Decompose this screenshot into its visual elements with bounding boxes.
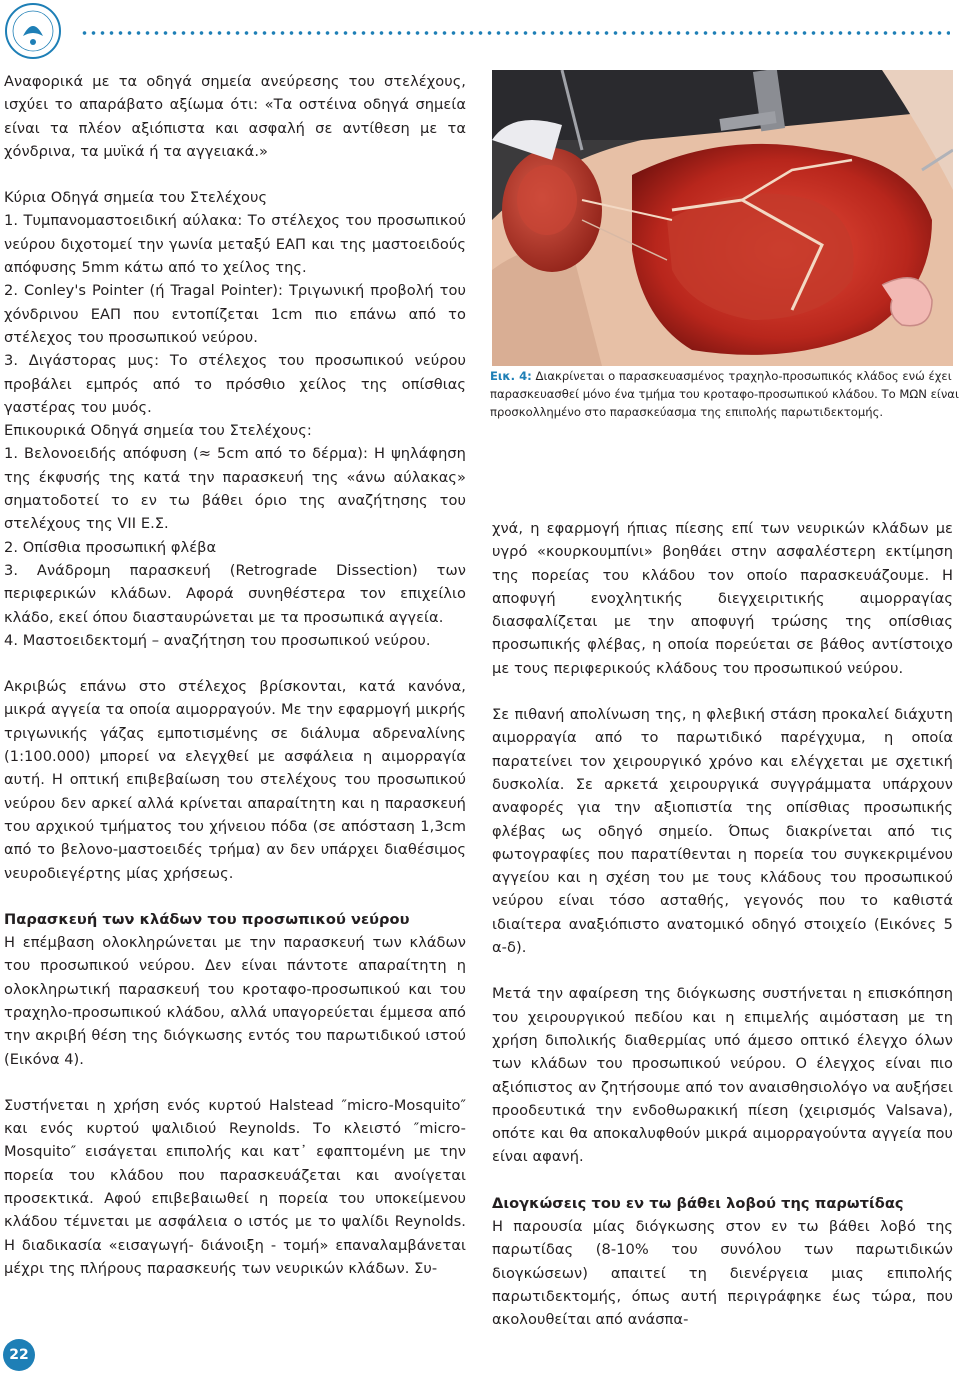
mosquito-paragraph: Συστήνεται η χρήση ενός κυρτού Halstead ″micro-Mosquito″ και ενός κυρτού ψαλιδιού Reynolds. Το κλειστό ″micro-Mosquito″ εισάγεται επιπολής και κατ᾽ εφαπτομένη με την πορεία του κλάδου που παρασκευάζεται και ανοίγεται προσεκτικά. Αφού επιβεβαιωθεί η πορεία του υποκείμενου κλάδου τέμνεται με ασφάλεια ο ιστός με το ψαλίδι Reynolds. Η διαδικασία «εισαγωγή- διάνοιξη - τομή» επαναλαμβάνεται μέχρι της πλήρους παρασκευής των νευρικών κλάδων. Συ-	[4, 1096, 466, 1277]
deep-lobe-paragraph: Η παρουσία μίας διόγκωσης στον εν τω βάθει λοβό της παρωτίδας (8-10% του συνόλου των παρωτιδικών διογκώσεων) απαιτεί τη διενέργεια μιας επιπολής παρωτιδεκτομής, όπως αυτή περιγράφηκε έως τώρα, που ακολουθείται από ανάσπα-	[492, 1218, 953, 1329]
surgical-photo	[492, 70, 953, 366]
right-paragraph-1: χνά, η εφαρμογή ήπιας πίεσης επί των νευρικών κλάδων με υγρό «κουρκουμπίνι» βοηθάει στην ασφαλέστερη εκτίμηση της πορείας του κλάδου τον οποίο παρασκευάζουμε. Η αποφυγή ενοχλητικής διεγχειριτικής αιμορραγίας διασφαλίζεται με την αποφυγή τρώσης της οπίσθιας προσωπικής φλέβας, η οποία πορεύεται σε βάθος αντίστοιχο με τους περιφερικούς κλάδους του προσωπικού νεύρου.	[492, 520, 953, 677]
right-paragraph-2: Σε πιθανή απολίνωση της, η φλεβική στάση προκαλεί διάχυτη αιμορραγία από το παρωτιδικό παρέγχυμα, η οποία παρατείνει τον χειρουργικό χρόνο και ελέγχεται με σχετική δυσκολία. Σε αρκετά χειρουργικά συγγράμματα υπάρχουν αναφορές για την αξιοπιστία της οπίσθιας προσωπικής φλέβας ως οδηγό σημείο. Όπως διακρίνεται από τις φωτογραφίες που παρατίθενται η πορεία του συγκεκριμένου αγγείου και η σχέση του με τους κλάδους του προσωπικού νεύρου είναι τόσο ασταθής, γεγονός που το καθιστά ιδιαίτερα αναξιόπιστο ανατομικό οδηγό στοιχείο (Εικόνες 5 α-δ).	[492, 706, 953, 957]
right-paragraph-3: Μετά την αφαίρεση της διόγκωσης συστήνεται η επισκόπηση του χειρουργικού πεδίου και η επιμελής αιμόσταση με τη χρήση διπολικής διαθερμίας υπό άμεσο οπτικό έλεγχο όλων των κλάδων του προσωπικού νεύρου. Ο έλεγχος είναι πιο αξιόπιστος αν ζητήσουμε από τον αναισθησιολόγο να αυξήσει προοδευτικά την ενδοθωρακική πίεση (χειρισμός Valsava), οπότε και θα αποκαλυφθούν μικρά αιμορραγούντα αγγεία που είναι αφανή.	[492, 985, 953, 1166]
header-dotted-rule	[80, 30, 950, 36]
aux-landmark-2: 2. Οπίσθια προσωπική φλέβα	[4, 538, 217, 556]
deep-lobe-heading: Διογκώσεις του εν τω βάθει λοβού της παρωτίδας	[492, 1194, 904, 1212]
aux-landmarks-heading: Επικουρικά Οδηγά σημεία του Στελέχους:	[4, 422, 312, 440]
branches-heading: Παρασκευή των κλάδων του προσωπικού νεύρου	[4, 910, 410, 928]
figure-caption-text: Διακρίνεται ο παρασκευασμένος τραχηλο-προσωπικός κλάδος ενώ έχει παρασκευασθεί μόνο ένα τμήμα του κροταφο-προσωπικού κλάδου. Το ΜΩΝ είναι προσκολλημένο στο παρασκεύασμα της επιπολής παρωτιδεκτομής.	[490, 369, 959, 419]
page-number: 22	[3, 1339, 35, 1371]
aux-landmark-1: 1. Βελονοειδής απόφυση (≈ 5cm από το δέρμα): Η ψηλάφηση της έκφυσής της κατά την παρασκευή της «άνω αύλακας» σηματοδοτεί το εν τω βάθει όριο της αναζήτησης του στελέχους της VII Ε.Σ.	[4, 445, 466, 533]
branches-paragraph: Η επέμβαση ολοκληρώνεται με την παρασκευή των κλάδων του προσωπικού νεύρου. Δεν είναι πάντοτε απαραίτητη η ολοκληρωτική παρασκευή του κροταφο-προσωπικού και του τραχηλο-προσωπικού κλάδου, αλλά υπαγορεύεται έμμεσα από την ακριβή θέση της διόγκωσης εντός του παρωτιδικού ιστού (Εικόνα 4).	[4, 934, 466, 1068]
aux-landmark-3: 3. Ανάδρομη παρασκευή (Retrograde Dissection) των περιφερικών κλάδων. Αφορά συνηθέστερα τον επιχείλιο κλάδο, εκεί όπου διασταυρώνεται με τα προσωπικά αγγεία.	[4, 561, 466, 626]
society-logo	[4, 2, 62, 60]
right-column	[492, 517, 953, 1332]
main-landmark-3: 3. Διγάστορας μυς: Το στέλεχος του προσωπικού νεύρου προβάλει εμπρός από το πρόσθιο χείλος της οπίσθιας γαστέρας του μυός.	[4, 352, 466, 416]
aux-landmark-4: 4. Μαστοειδεκτομή – αναζήτηση του προσωπικού νεύρου.	[4, 631, 431, 649]
figure-caption	[490, 368, 960, 421]
left-column	[4, 70, 466, 1280]
figure-label: Εικ. 4:	[490, 369, 532, 383]
intro-paragraph: Αναφορικά με τα οδηγά σημεία ανεύρεσης του στελέχους, ισχύει το απαράβατο αξίωμα ότι: «Τα οστέινα οδηγά σημεία είναι τα πλέον αξιόπιστα και ασφαλή σε αντίθεση με τα χόνδρινα, τα μυϊκά ή τα αγγειακά.»	[4, 73, 466, 160]
main-landmark-1: 1. Τυμπανομαστοειδική αύλακα: Το στέλεχος του προσωπικού νεύρου διχοτομεί την γωνία μεταξύ ΕΑΠ και της μαστοειδούς απόφυσης 5mm κάτω από το χείλος της.	[4, 212, 466, 277]
main-landmarks-heading: Κύρια Οδηγά σημεία του Στελέχους	[4, 189, 268, 207]
vessels-paragraph: Ακριβώς επάνω στο στέλεχος βρίσκονται, κατά κανόνα, μικρά αγγεία τα οποία αιμορραγούν. Με την εφαρμογή μικρής τριγωνικής γάζας εμποτισμένης σε διάλυμα αδρεναλίνης (1:100.000) μπορεί να ελεγχθεί με ασφάλεια η αιμορραγία αυτή. Η οπτική επιβεβαίωση του στελέχους του προσωπικού νεύρου δεν αρκεί αλλά κρίνεται απαραίτητη και η παρασκευή του αρχικού τμήματος του χήνειου πόδα (σε απόσταση 1,3cm από το βελονο-μαστοειδές τρήμα) αν δεν υπάρχει διαθέσιμος νευροδιεγέρτης μίας χρήσεως.	[4, 678, 466, 882]
main-landmark-2: 2. Conley's Pointer (ή Tragal Pointer): Τριγωνική προβολή του χόνδρινου ΕΑΠ που εντοπίζεται 1cm πιο επάνω από το στέλεχος του προσωπικού νεύρου.	[4, 282, 466, 346]
